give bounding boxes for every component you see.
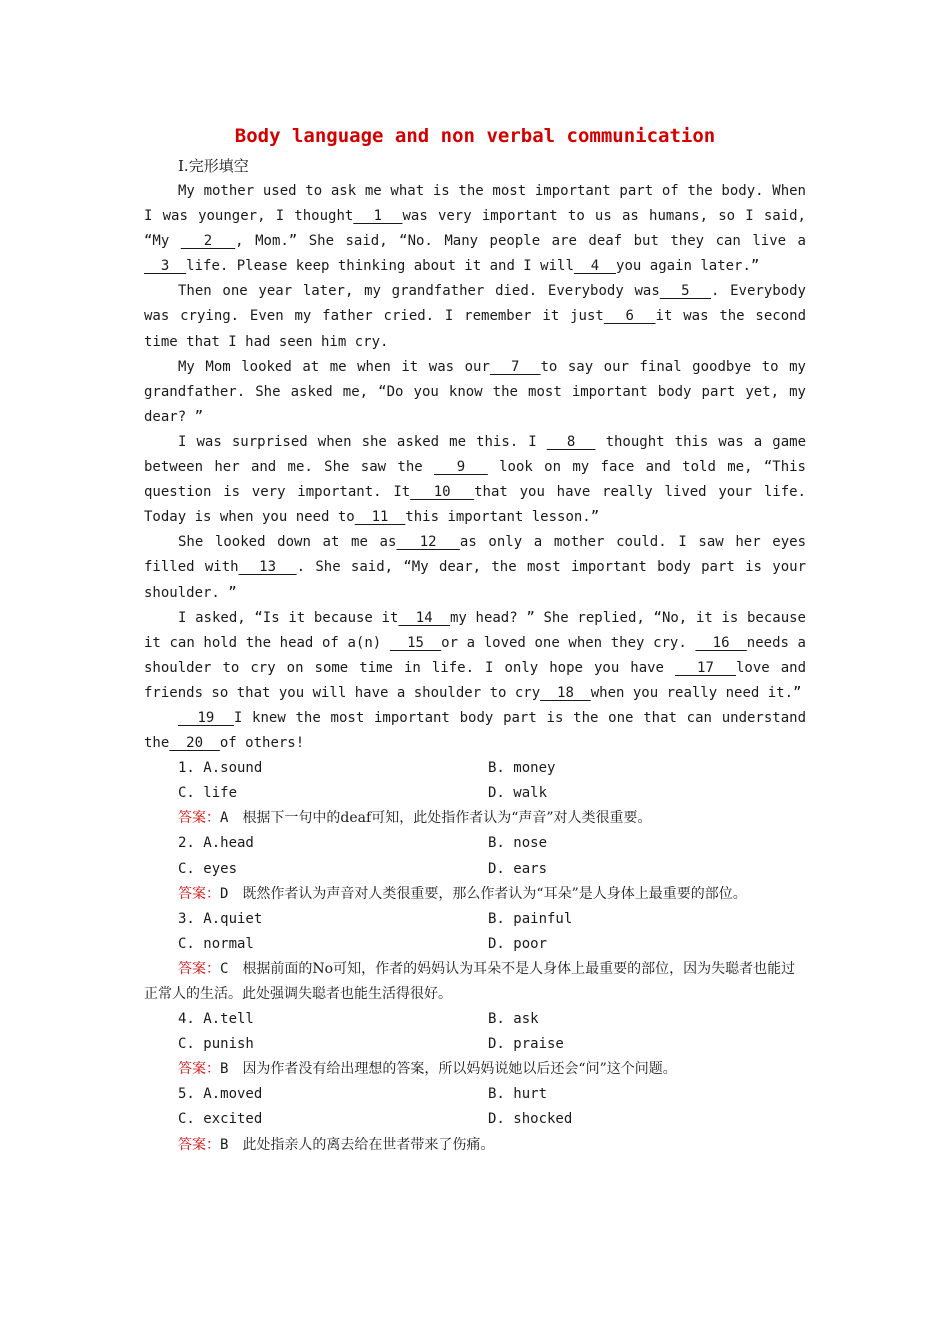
passage-text: when you really need it.” [590, 684, 802, 701]
passage-paragraph [144, 179, 806, 279]
blank: 14 [398, 609, 450, 626]
option-row [144, 1032, 806, 1057]
option: D. praise [488, 1036, 564, 1053]
document-content [144, 122, 806, 1158]
passage-text: She looked down at me as [178, 534, 397, 551]
option: C. normal [178, 935, 254, 952]
option-row [144, 1082, 806, 1107]
option-row [144, 932, 806, 957]
passage-text: was very important to us as humans, so I said, “My [144, 208, 806, 250]
option: 3. A.quiet [178, 910, 263, 927]
cloze-passage [144, 179, 806, 756]
answer-label: 答案： [178, 885, 220, 902]
blank: 17 [675, 659, 736, 676]
option-row [144, 756, 806, 781]
passage-text: as only a mother could. I saw her eyes filled with [144, 534, 806, 576]
question-item [144, 831, 806, 906]
explanation-text: 根据下一句中的deaf可知，此处指作者认为“声音”对人类很重要。 [242, 810, 652, 827]
answer-label: 答案： [178, 1136, 220, 1153]
passage-text: to say our final goodbye to my grandfather. She asked me, “Do you know the most important body part yet, my dear? ” [144, 358, 806, 425]
passage-text: , Mom.” She said, “No. Many people are deaf but they can live a [235, 233, 806, 250]
answer-explanation [144, 806, 806, 831]
passage-text: of others! [219, 735, 305, 752]
passage-paragraph [144, 355, 806, 430]
passage-text: this important lesson.” [405, 509, 600, 526]
passage-text: it was the second time that I had seen him cry. [144, 308, 806, 350]
passage-text: you again later.” [616, 258, 760, 275]
option: C. life [178, 785, 238, 802]
passage-text: my head? ” She replied, “No, it is because it can hold the head of a(n) [144, 609, 806, 651]
question-item [144, 756, 806, 831]
option: B. painful [488, 910, 573, 927]
passage-text: love and friends so that you will have a shoulder to cry [144, 659, 806, 701]
answer-label: 答案： [178, 960, 220, 977]
passage-paragraph [144, 706, 806, 756]
blank: 4 [573, 258, 617, 275]
passage-text: . She said, “My dear, the most important body part is your shoulder. ” [144, 559, 806, 601]
blank: 1 [353, 208, 403, 225]
answer-explanation [144, 882, 806, 907]
passage-text: life. Please keep thinking about it and I will [186, 258, 574, 275]
passage-text: thought this was a game between her and me. She saw the [144, 433, 806, 476]
answer-letter: D [220, 885, 229, 902]
option-row [144, 831, 806, 856]
option: 5. A.moved [178, 1086, 263, 1103]
option: D. poor [488, 935, 548, 952]
option-row [144, 781, 806, 806]
passage-text: that you have really lived your life. Today is when you need to [144, 484, 806, 526]
option: C. excited [178, 1111, 263, 1128]
explanation-text: 此处指亲人的离去给在世者带来了伤痛。 [242, 1136, 495, 1153]
answer-explanation [144, 957, 806, 1007]
option-row [144, 1007, 806, 1032]
blank: 18 [540, 684, 591, 701]
blank: 6 [603, 308, 656, 325]
blank: 5 [659, 283, 711, 300]
blank: 19 [178, 709, 234, 726]
option: B. hurt [488, 1086, 548, 1103]
blank: 3 [144, 258, 187, 275]
passage-text: My mother used to ask me what is the most important part of the body. When I was younger, I thought [144, 183, 806, 225]
passage-paragraph [144, 279, 806, 354]
passage-paragraph [144, 606, 806, 706]
blank: 7 [489, 358, 541, 375]
passage-text: I asked, “Is it because it [178, 609, 399, 626]
blank: 10 [410, 484, 475, 501]
passage-text: or a loved one when they cry. [441, 634, 696, 651]
blank: 9 [434, 459, 488, 476]
option: C. eyes [178, 860, 238, 877]
explanation-text: 既然作者认为声音对人类很重要，那么作者认为“耳朵”是人身体上最重要的部位。 [242, 885, 747, 902]
answer-label: 答案： [178, 1061, 220, 1078]
answer-explanation [144, 1133, 806, 1158]
passage-paragraph [144, 530, 806, 605]
blank: 13 [238, 559, 297, 576]
blank: 11 [354, 509, 406, 526]
option: 1. A.sound [178, 760, 263, 777]
option: D. shocked [488, 1111, 573, 1128]
blank: 8 [546, 433, 596, 450]
blank: 16 [695, 634, 747, 651]
blank: 15 [389, 634, 442, 651]
answer-label: 答案： [178, 810, 220, 827]
option: B. money [488, 760, 556, 777]
passage-text: needs a shoulder to cry on some time in life. I only hope you have [144, 634, 806, 676]
passage-text: . Everybody was crying. Even my father cried. I remember it just [144, 283, 806, 325]
passage-text: I knew the most important body part is the one that can understand the [144, 709, 806, 752]
document-title: Body language and non verbal communication [234, 125, 716, 147]
answer-letter: B [220, 1136, 229, 1153]
blank: 12 [396, 534, 460, 551]
answer-letter: C [220, 960, 229, 977]
question-item [144, 1007, 806, 1082]
question-list [144, 756, 806, 1158]
option: D. walk [488, 785, 548, 802]
option: 2. A.head [178, 835, 254, 852]
question-item [144, 907, 806, 1007]
section-heading: Ⅰ.完形填空 [178, 157, 249, 175]
passage-text: Then one year later, my grandfather died. Everybody was [178, 283, 660, 300]
answer-letter: A [220, 810, 229, 827]
answer-explanation [144, 1057, 806, 1082]
option: D. ears [488, 860, 548, 877]
option: C. punish [178, 1036, 254, 1053]
option: 4. A.tell [178, 1011, 254, 1028]
passage-text: I was surprised when she asked me this. I [178, 433, 547, 450]
option: B. ask [488, 1011, 539, 1028]
passage-text: My Mom looked at me when it was our [178, 358, 490, 375]
explanation-text: 因为作者没有给出理想的答案，所以妈妈说她以后还会“问”这个问题。 [242, 1061, 677, 1078]
option-row [144, 857, 806, 882]
answer-letter: B [220, 1061, 229, 1078]
blank: 2 [180, 233, 236, 250]
option: B. nose [488, 835, 548, 852]
passage-text: look on my face and told me, “This question is very important. It [144, 459, 806, 501]
question-item [144, 1082, 806, 1157]
option-row [144, 907, 806, 932]
explanation-text: 根据前面的No可知，作者的妈妈认为耳朵不是人身体上最重要的部位，因为失聪者也能过正常人的生活。此处强调失聪者也能生活得很好。 [144, 960, 796, 1002]
option-row [144, 1107, 806, 1132]
passage-paragraph [144, 430, 806, 530]
blank: 20 [169, 735, 220, 752]
